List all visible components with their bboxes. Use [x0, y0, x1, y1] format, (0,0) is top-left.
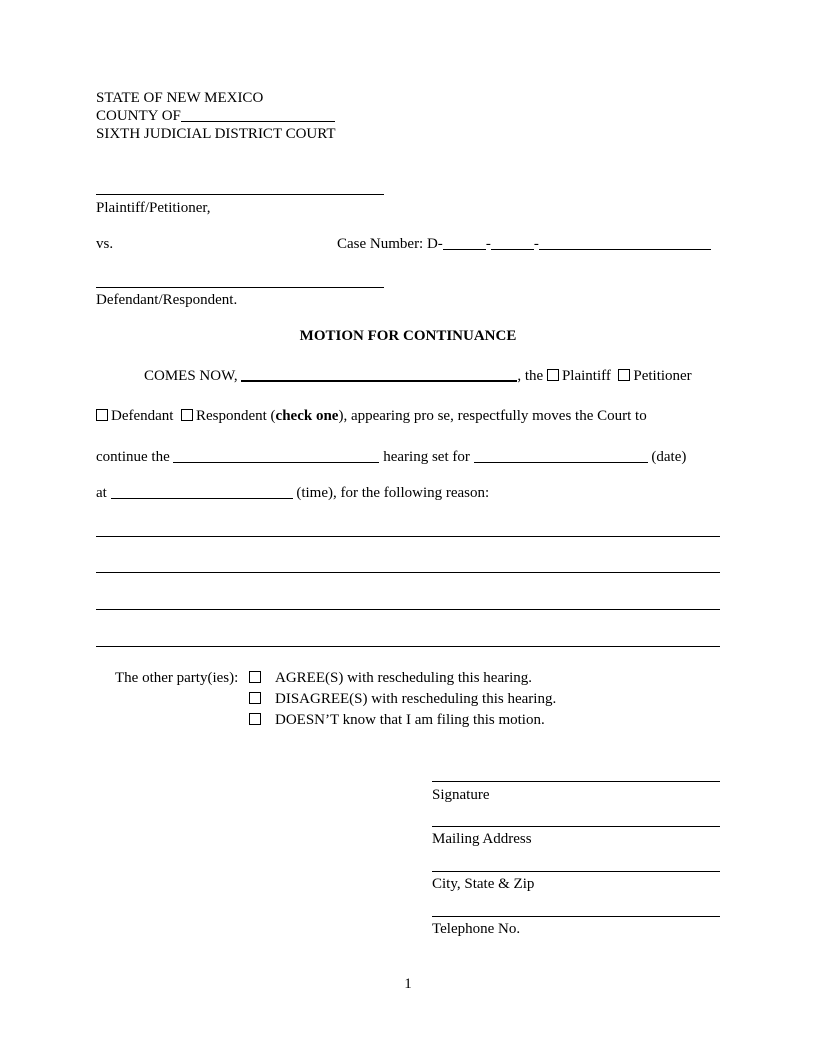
- hearing-type-field[interactable]: [173, 448, 379, 463]
- defendant-label: Defendant/Respondent.: [96, 292, 238, 308]
- case-number-line: [337, 235, 711, 253]
- plaintiff-name-field[interactable]: [96, 194, 384, 195]
- case-number-field-1[interactable]: [443, 235, 486, 250]
- plaintiff-checkbox[interactable]: [547, 369, 559, 381]
- other-party-label: The other party(ies):: [115, 670, 239, 686]
- defendant-checkbox[interactable]: [96, 409, 108, 421]
- reason-line-3[interactable]: [96, 609, 720, 610]
- county-label: COUNTY OF: [96, 108, 181, 124]
- court-heading: SIXTH JUDICIAL DISTRICT COURT: [96, 126, 336, 142]
- state-heading: STATE OF NEW MEXICO: [96, 90, 264, 106]
- petitioner-checkbox[interactable]: [618, 369, 630, 381]
- hearing-date-field[interactable]: [474, 448, 648, 463]
- reason-line-4[interactable]: [96, 646, 720, 647]
- other-party-option: [249, 690, 556, 708]
- vs-label: vs.: [96, 236, 114, 252]
- defendant-name-field[interactable]: [96, 287, 384, 288]
- defendant-option: Defendant: [111, 408, 174, 424]
- check-one-text: check one: [275, 408, 339, 424]
- motion-title: MOTION FOR CONTINUANCE: [299, 328, 517, 344]
- city-state-zip-field[interactable]: [432, 871, 720, 872]
- comes-now-line: [144, 366, 692, 385]
- doesnt-know-checkbox[interactable]: [249, 713, 261, 725]
- check-open-text: (: [266, 408, 276, 424]
- the-text: , the: [517, 368, 544, 384]
- comes-now-text: COMES NOW,: [144, 368, 238, 384]
- telephone-field[interactable]: [432, 916, 720, 917]
- mailing-address-label: Mailing Address: [432, 831, 532, 847]
- doesnt-know-option: DOESN’T know that I am filing this motion.: [275, 712, 545, 728]
- other-party-option: [249, 669, 532, 687]
- at-text: at: [96, 485, 107, 501]
- other-party-option: [249, 711, 545, 729]
- signature-field[interactable]: [432, 781, 720, 782]
- plaintiff-label: Plaintiff/Petitioner,: [96, 200, 211, 216]
- reason-line-2[interactable]: [96, 572, 720, 573]
- plaintiff-option: Plaintiff: [561, 368, 611, 384]
- case-number-field-3[interactable]: [539, 235, 711, 250]
- county-field[interactable]: [181, 107, 335, 122]
- respondent-option: Respondent: [195, 408, 267, 424]
- agree-option: AGREE(S) with rescheduling this hearing.: [275, 670, 533, 686]
- telephone-label: Telephone No.: [432, 921, 521, 937]
- city-state-zip-label: City, State & Zip: [432, 876, 535, 892]
- time-line: [96, 484, 489, 502]
- county-line: [96, 107, 335, 125]
- signature-label: Signature: [432, 787, 490, 803]
- case-number-sep: -: [533, 236, 539, 252]
- continue-line: [96, 448, 686, 466]
- case-number-sep: -: [485, 236, 491, 252]
- party-name-field[interactable]: [241, 366, 517, 382]
- hearing-set-for-text: hearing set for: [383, 449, 470, 465]
- continue-the-text: continue the: [96, 449, 170, 465]
- case-number-field-2[interactable]: [491, 235, 534, 250]
- moves-text: ), appearing pro se, respectfully moves the Court to: [338, 408, 647, 424]
- petitioner-option: Petitioner: [633, 368, 692, 384]
- hearing-time-field[interactable]: [111, 484, 293, 499]
- disagree-option: DISAGREE(S) with rescheduling this hearing.: [275, 691, 557, 707]
- reason-line-1[interactable]: [96, 536, 720, 537]
- disagree-checkbox[interactable]: [249, 692, 261, 704]
- date-label: (date): [651, 449, 687, 465]
- time-reason-text: (time), for the following reason:: [296, 485, 490, 501]
- mailing-address-field[interactable]: [432, 826, 720, 827]
- agree-checkbox[interactable]: [249, 671, 261, 683]
- respondent-checkbox[interactable]: [181, 409, 193, 421]
- case-number-label: Case Number: D-: [337, 236, 443, 252]
- party-type-line: [96, 407, 647, 425]
- page-number: 1: [404, 976, 412, 992]
